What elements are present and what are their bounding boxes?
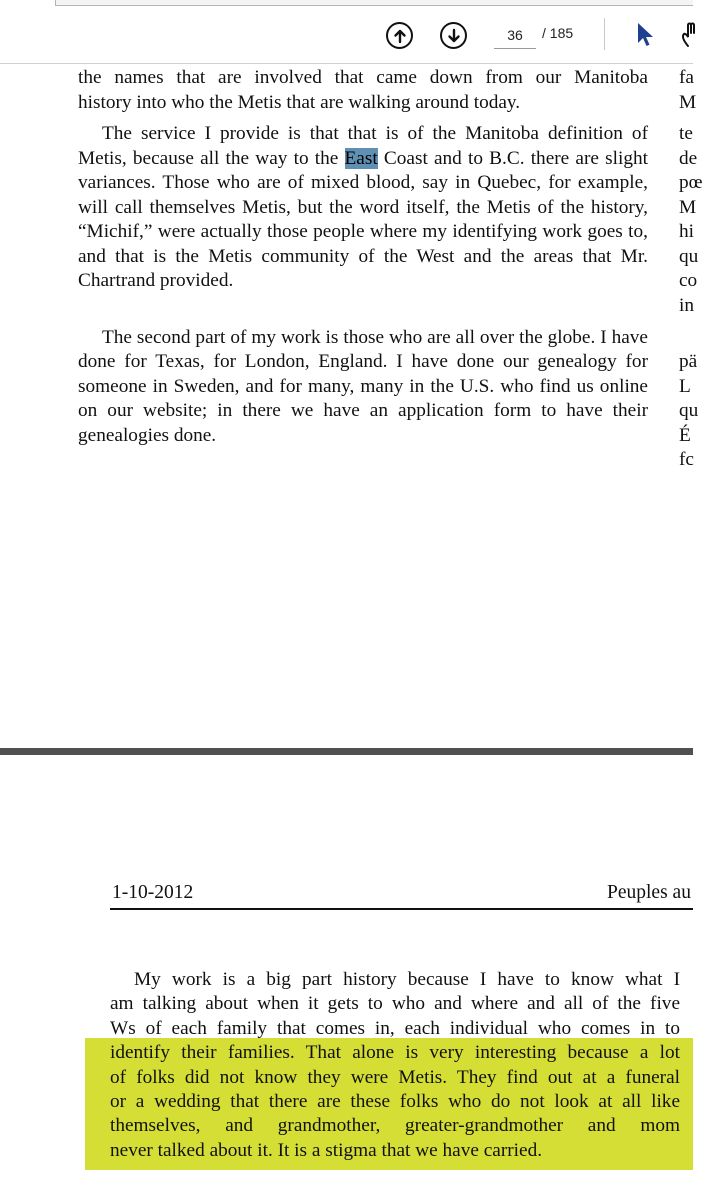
text-line: of folks did not know they were Metis. They find out at a funeral: [110, 1066, 680, 1088]
page-break-divider: [0, 748, 693, 755]
page-37-text: [110, 968, 680, 1163]
text-line: identify their families. That alone is very interesting because a lot: [110, 1042, 680, 1064]
fragment-line: de: [679, 147, 698, 169]
text-line: never talked about it. It is a stigma that we have carried.: [110, 1139, 543, 1161]
select-cursor-icon[interactable]: [636, 22, 656, 48]
fragment-line: te: [679, 123, 693, 144]
fragment-line: co: [679, 270, 698, 291]
pdf-toolbar: [0, 0, 693, 64]
page-37-header: [110, 880, 693, 908]
previous-page-button[interactable]: [386, 22, 413, 49]
fragment-line: M: [679, 91, 697, 113]
fragment-line: qu: [679, 400, 699, 421]
fragment-line: fc: [679, 449, 694, 470]
toolbar-separator: [604, 18, 605, 50]
text-line: am talking about when it gets to who and where and all of the five: [110, 993, 680, 1015]
text-line: history into who the Metis that are walking around today.: [78, 91, 521, 113]
fragment-line: [679, 115, 719, 122]
hand-tool-icon[interactable]: [680, 20, 700, 50]
fragment-line: É: [679, 424, 691, 446]
text-line: Ws of each family that comes in, each individual who comes in to: [110, 1017, 680, 1039]
toolbar-frame-edge: [55, 0, 693, 6]
selected-search-hit[interactable]: East: [344, 147, 378, 169]
text-run: Coast and to B.C. there are slight variances. Those who are of mixed blood, say in Quebec, for example, will call themselves Metis, but the word itself, the Metis of the history, “Michif,” were actually those people where my identifying work goes to, and that is the Metis community of the West and the areas that Mr. Chartrand provided.: [78, 147, 648, 291]
toolbar-border: [0, 63, 693, 64]
fragment-line: fa: [679, 67, 694, 88]
text-line: themselves, and grandmother, greater-grandmother and mom: [110, 1115, 680, 1137]
fragment-line: pä: [679, 351, 698, 372]
fragment-line: pœ: [679, 172, 703, 193]
fragment-line: M: [679, 196, 697, 218]
paragraph-my-work: [110, 968, 680, 1163]
fragment-line: L: [679, 375, 691, 397]
fragment-line: qu: [679, 245, 699, 267]
fragment-line: hi: [679, 221, 694, 242]
page-total-label: / 185: [542, 25, 574, 41]
text-line: the names that are involved that came down from our Manitoba: [78, 67, 648, 88]
text-line: My work is a big part history because I have to know what I: [134, 969, 680, 990]
adjacent-column-fragment: [679, 66, 719, 473]
page-number-input[interactable]: [494, 22, 536, 49]
header-date: 1-10-2012: [112, 882, 194, 903]
text-line: or a wedding that there are these folks who do not look at all like: [110, 1091, 680, 1113]
paragraph-continuation: [78, 66, 648, 115]
fragment-line: [679, 318, 719, 350]
arrow-down-icon: [447, 29, 461, 43]
running-head: Peuples au: [607, 882, 691, 903]
paragraph-service: [78, 122, 648, 294]
fragment-line: in: [679, 294, 694, 316]
header-rule: [110, 908, 693, 910]
next-page-button[interactable]: [440, 22, 467, 49]
text-run: The service I provide is that that is of the Manitoba definition of Metis, because all the way to the: [78, 123, 648, 169]
paragraph-second-part: The second part of my work is those who are all over the globe. I have done for Texas, for London, England. I have done our genealogy for someone in Sweden, and for many, many in the U.S. who find us online on our website; in there we have an application form to have their genealogies done.: [78, 326, 648, 446]
arrow-up-icon: [393, 29, 407, 43]
page-36-text: [78, 66, 648, 448]
